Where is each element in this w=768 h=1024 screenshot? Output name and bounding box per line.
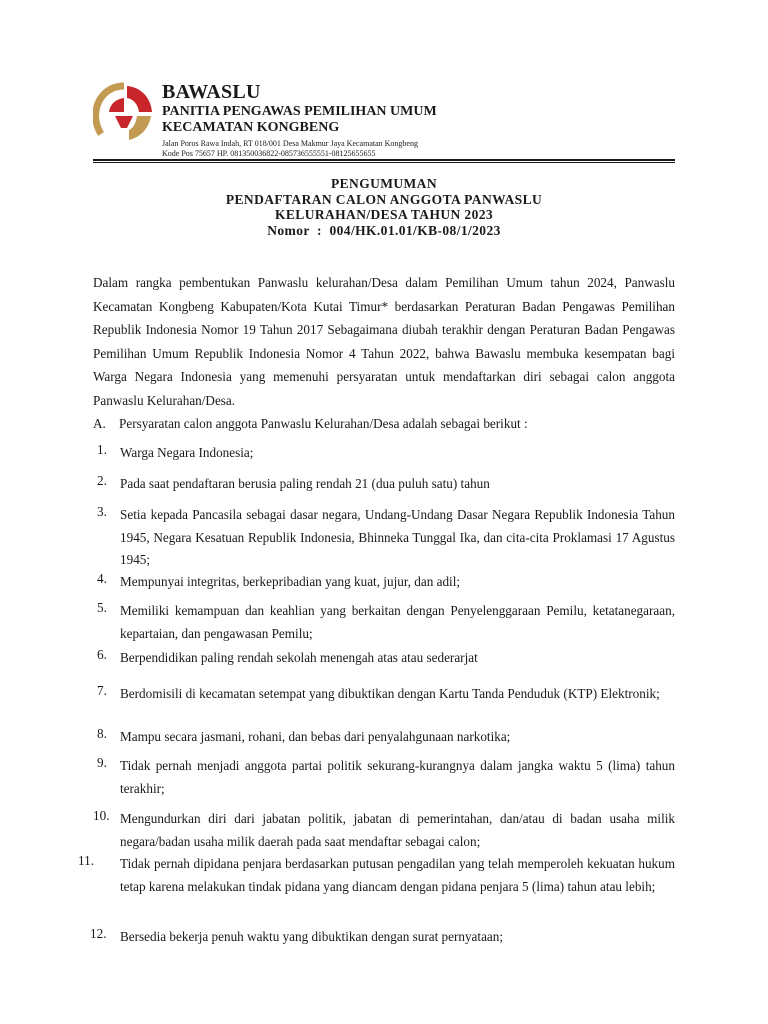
list-item: 4. Mempunyai integritas, berkepribadian yang kuat, jujur, dan adil; xyxy=(97,571,461,589)
letterhead-text xyxy=(162,80,437,159)
list-item: 6. Berpendidikan paling rendah sekolah menengah atas atau sederarjat xyxy=(97,647,478,665)
list-item: 10. Mengundurkan diri dari jabatan politik, jabatan di pemerintahan, dan/atau di badan usaha milik negara/badan usaha milik daerah pada saat mendaftar sebagai calon; xyxy=(93,808,675,849)
letterhead-divider-thick xyxy=(93,159,675,161)
list-item: 5. Memiliki kemampuan dan keahlian yang berkaitan dengan Penyelenggaraan Pemilu, ketatanegaraan, kepartaian, dan pengawasan Pemilu; xyxy=(97,600,675,641)
list-item: 2. Pada saat pendaftaran berusia paling rendah 21 (dua puluh satu) tahun xyxy=(97,473,490,491)
org-name: BAWASLU xyxy=(162,81,261,103)
intro-paragraph: Dalam rangka pembentukan Panwaslu kelurahan/Desa dalam Pemilihan Umum tahun 2024, Panwaslu Kecamatan Kongbeng Kabupaten/Kota Kutai Timur* berdasarkan Peraturan Badan Pengawas Pemilihan Republik Indonesia Nomor 19 Tahun 2017 Sebagaimana diubah terakhir dengan Peraturan Badan Pengawas Pemilihan Umum Republik Indonesia Nomor 4 Tahun 2022, bahwa Bawaslu membuka kesempatan bagi Warga Negara Indonesia yang memenuhi persyaratan untuk mendaftarkan diri sebagai calon anggota Panwaslu Kelurahan/Desa. xyxy=(93,275,675,408)
org-address-1: Jalan Poros Rawa Indah, RT 018/001 Desa Makmur Jaya Kecamatan Kongbeng xyxy=(162,139,418,148)
org-subtitle-1: PANITIA PENGAWAS PEMILIHAN UMUM xyxy=(162,104,437,119)
section-a-text: Persyaratan calon anggota Panwaslu Kelurahan/Desa adalah sebagai berikut : xyxy=(119,416,528,431)
list-item: 8. Mampu secara jasmani, rohani, dan bebas dari penyalahgunaan narkotika; xyxy=(97,726,511,744)
list-item: 11. Tidak pernah dipidana penjara berdasarkan putusan pengadilan yang telah memperoleh kekuatan hukum tetap karena melakukan tindak pidana yang diancam dengan pidana penjara 5 (lima) tahun atau lebih; xyxy=(78,853,675,894)
title-number: Nomor : 004/HK.01.01/KB-08/1/2023 xyxy=(267,222,501,238)
list-item: 3. Setia kepada Pancasila sebagai dasar negara, Undang-Undang Dasar Negara Republik Indonesia Tahun 1945, Negara Kesatuan Republik Indonesia, Bhinneka Tunggal Ika, dan cita-cita Proklamasi 17 Agustus 1945; xyxy=(97,504,675,567)
bawaslu-logo xyxy=(93,82,155,144)
org-address-2: Kode Pos 75657 HP. 081350036822-085736555551-08125655655 xyxy=(162,149,376,158)
letterhead-divider-thin xyxy=(93,162,675,163)
title-line-1: PENGUMUMAN xyxy=(331,176,437,191)
section-a-label: A. xyxy=(93,416,106,431)
org-subtitle-2: KECAMATAN KONGBENG xyxy=(162,120,340,135)
list-item: 9. Tidak pernah menjadi anggota partai politik sekurang-kurangnya dalam jangka waktu 5 (lima) tahun terakhir; xyxy=(97,755,675,796)
title-line-2: PENDAFTARAN CALON ANGGOTA PANWASLU xyxy=(225,191,543,207)
list-item: 1. Warga Negara Indonesia; xyxy=(97,442,254,460)
letterhead xyxy=(93,80,683,164)
list-item: 12. Bersedia bekerja penuh waktu yang dibuktikan dengan surat pernyataan; xyxy=(90,926,504,944)
list-item: 7. Berdomisili di kecamatan setempat yang dibuktikan dengan Kartu Tanda Penduduk (KTP) Elektronik; xyxy=(97,683,660,701)
announcement-title xyxy=(0,176,768,238)
section-a-heading xyxy=(93,412,675,435)
title-line-3: KELURAHAN/DESA TAHUN 2023 xyxy=(274,207,494,222)
